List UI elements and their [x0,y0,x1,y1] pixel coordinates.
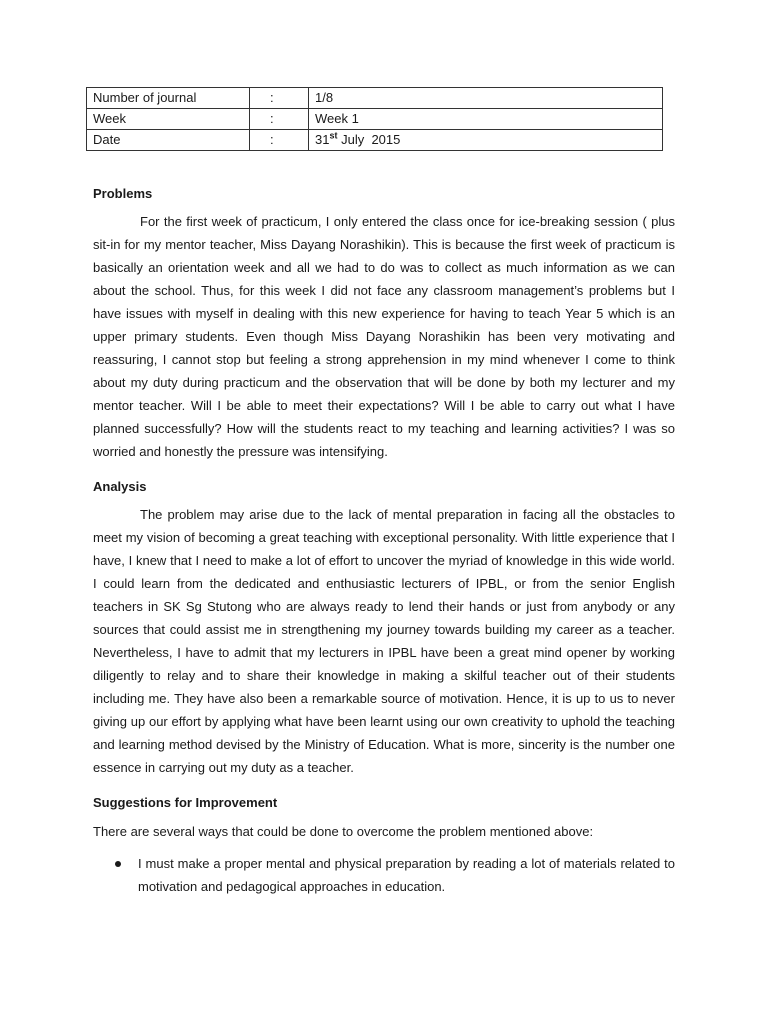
separator: : [250,88,309,109]
suggestions-intro: There are several ways that could be done to overcome the problem mentioned above: [93,824,594,839]
suggestions-heading: Suggestions for Improvement [93,795,278,810]
table-row [87,109,663,130]
week-value: Week 1 [309,109,663,130]
problems-heading: Problems [93,186,153,201]
analysis-paragraph: The problem may arise due to the lack of mental preparation in facing all the obstacles to meet my vision of becoming a great teaching with exceptional personality. With little experience that I have, I knew that I need to make a lot of effort to uncover the myriad of knowledge in this wide world. I could learn from the dedicated and enthusiastic lecturers of IPBL, or from the senior English teachers in SK Sg Stutong who are always ready to lend their hands or just from anybody or any sources that could assist me in strengthening my journey towards building my career as a teacher. Nevertheless, I have to admit that my lecturers in IPBL have been a great mind opener by working diligently to relay and to share their knowledge in making a skilful teacher out of their students including me. They have also been a remarkable source of motivation. Hence, it is up to us to never giving up our effort by applying what have been learnt using our own creativity to uphold the teaching and learning method devised by the Ministry of Education. What is more, sincerity is the number one essence in carrying out my duty as a teacher. [93,507,675,775]
journal-content [93,182,675,898]
date-day: 31 [315,132,330,147]
journal-number-value: 1/8 [309,88,663,109]
bullet-icon [115,861,121,867]
journal-number-label: Number of journal [87,88,250,109]
separator: : [250,130,309,151]
suggestions-list [93,852,675,898]
suggestion-text: I must make a proper mental and physical preparation by reading a lot of materials related to motivation and pedagogical approaches in education. [138,856,675,894]
table-row [87,88,663,109]
date-label: Date [87,130,250,151]
week-label: Week [87,109,250,130]
date-value [309,130,663,151]
analysis-heading: Analysis [93,479,147,494]
journal-info-table [86,87,663,151]
table-row [87,130,663,151]
problems-paragraph: For the first week of practicum, I only entered the class once for ice-breaking session ( plus sit-in for my mentor teacher, Miss Dayang Norashikin). This is because the first week of practicum is basically an orientation week and all we had to do was to collect as much information as we can about the school. Thus, for this week I did not face any classroom management’s problems but I have issues with myself in dealing with this new experience for having to teach Year 5 which is an upper primary students. Even though Miss Dayang Norashikin has been very motivating and reassuring, I cannot stop but feeling a strong apprehension in my mind whenever I come to think about my duty during practicum and the observation that will be done by both my lecturer and my mentor teacher. Will I be able to meet their expectations? Will I be able to carry out what I have planned successfully? How will the students react to my teaching and learning activities? I was so worried and honestly the pressure was intensifying. [93,214,675,459]
separator: : [250,109,309,130]
list-item [93,852,675,898]
date-ordinal-suffix: st [329,130,338,141]
date-month-year: July 2015 [337,132,401,147]
